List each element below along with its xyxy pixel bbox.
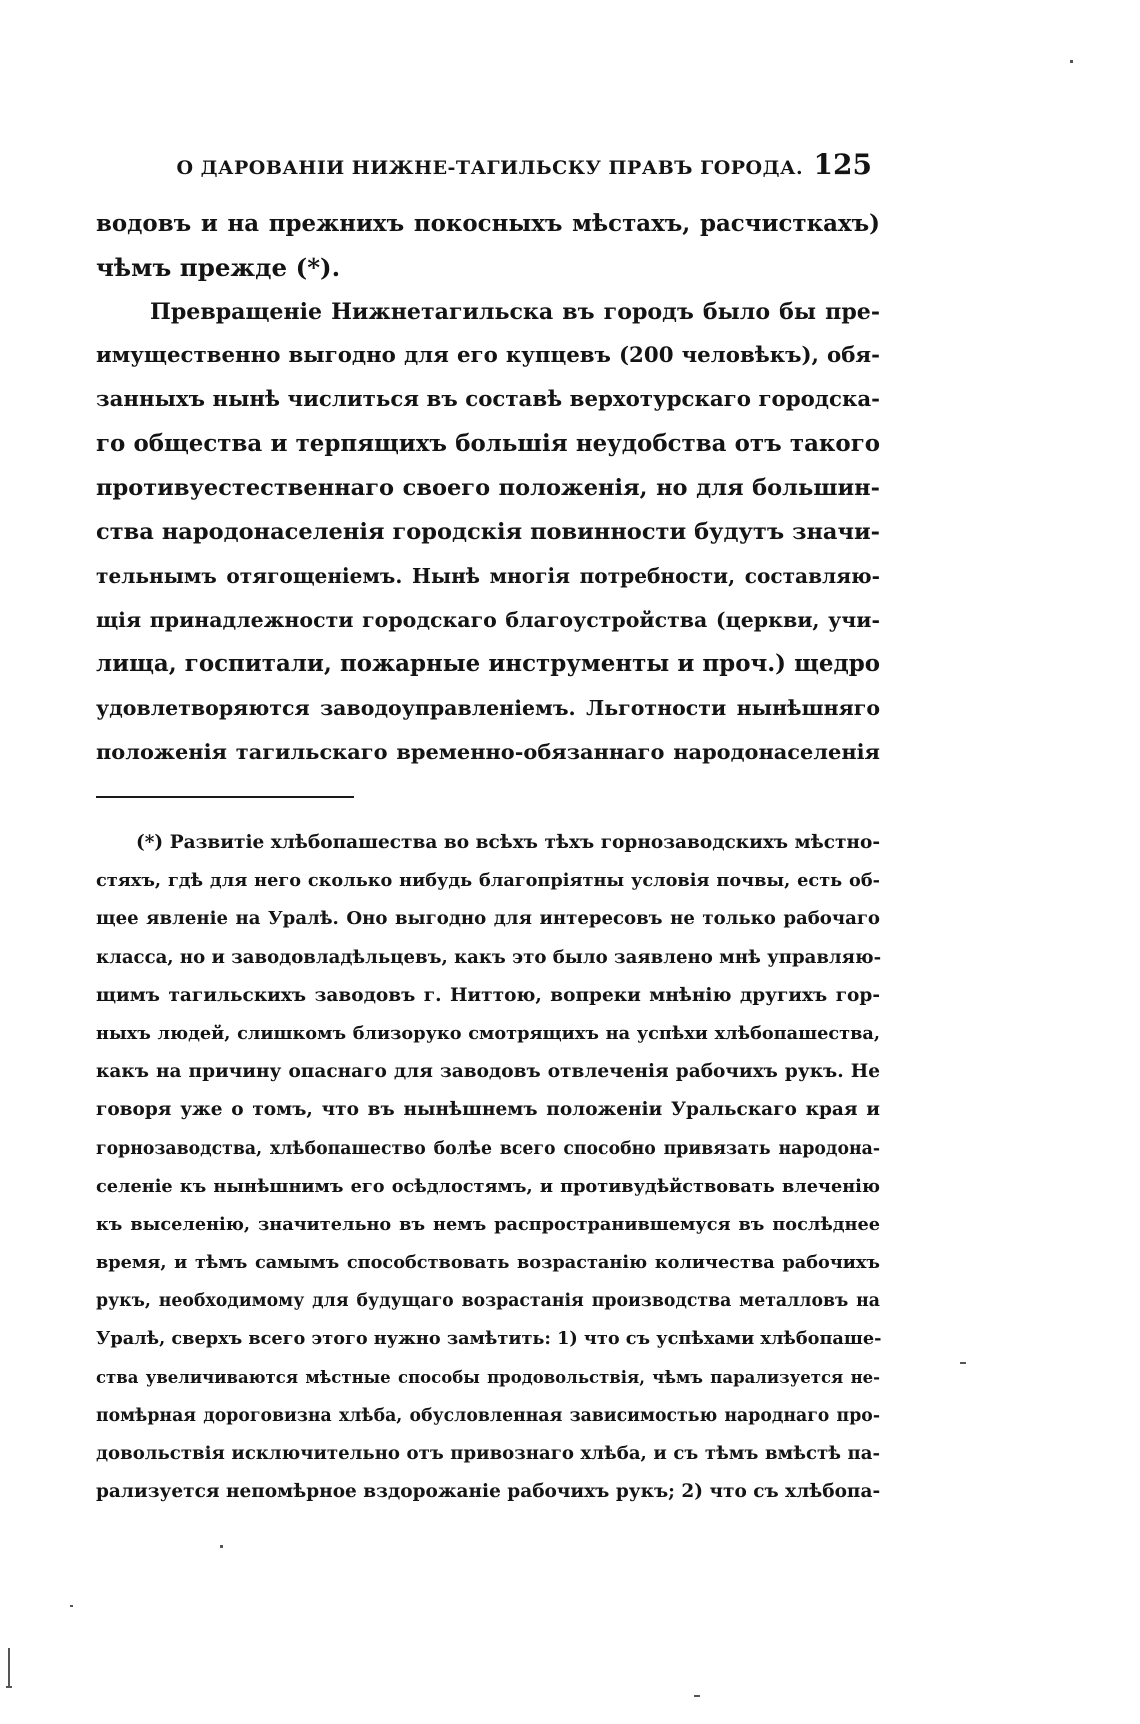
text-line: го общества и терпящихъ большія неудобства отъ такого [96, 430, 880, 457]
scan-speck [694, 1695, 700, 1697]
text-line: имущественно выгодно для его купцевъ (200 человѣкъ), обя- [96, 343, 880, 368]
text-line: Превращеніе Нижнетагильска въ городъ было бы пре- [150, 299, 880, 325]
footnote-line: къ выселенію, значительно въ немъ распространившемуся въ послѣднее [96, 1213, 880, 1235]
text-line: чѣмъ прежде (*). [96, 253, 341, 282]
footnote [96, 824, 880, 1511]
footnote-line: рукъ, необходимому для будущаго возрастанія производства металловъ на [96, 1291, 880, 1312]
footnote-line: горнозаводства, хлѣбопашество болѣе всего способно привязать народона- [96, 1138, 880, 1159]
footnote-line: время, и тѣмъ самымъ способствовать возрастанію количества рабочихъ [96, 1252, 880, 1274]
main-text [96, 202, 880, 774]
text-line: лища, госпитали, пожарные инструменты и проч.) щедро [96, 650, 880, 677]
text-line: тельнымъ отягощеніемъ. Нынѣ многія потребности, составляю- [96, 564, 880, 588]
footnote-line: стяхъ, гдѣ для него сколько нибудь благопріятны условія почвы, есть об- [96, 870, 880, 892]
text-line: ства народонаселенія городскія повинности будутъ значи- [96, 519, 880, 545]
scan-speck [1070, 60, 1073, 63]
scan-speck [8, 1648, 10, 1688]
footnote-line: помѣрная дороговизна хлѣба, обусловленная зависимостью народнаго про- [96, 1405, 880, 1426]
footnote-line: ства увеличиваются мѣстные способы продовольствія, чѣмъ парализуется не- [96, 1367, 880, 1387]
text-line: щія принадлежности городскаго благоустройства (церкви, учи- [96, 608, 880, 632]
footnote-line: (*) Развитіе хлѣбопашества во всѣхъ тѣхъ горнозаводскихъ мѣстно- [136, 832, 880, 853]
footnote-line: щимъ тагильскихъ заводовъ г. Ниттою, вопреки мнѣнію другихъ гор- [96, 984, 880, 1006]
running-head: О ДАРОВАНІИ НИЖНЕ-ТАГИЛЬСКУ ПРАВЪ ГОРОДА. [176, 157, 804, 179]
footnote-divider [96, 796, 354, 798]
text-line: занныхъ нынѣ числиться въ составѣ верхотурскаго городска- [96, 387, 880, 412]
footnote-line: селеніе къ нынѣшнимъ его осѣдлостямъ, и противудѣйствовать влеченію [96, 1175, 880, 1197]
text-line: удовлетворяются заводоуправленіемъ. Льготности нынѣшняго [96, 696, 880, 720]
footnote-line: Уралѣ, сверхъ всего этого нужно замѣтить: 1) что съ успѣхами хлѣбопаше- [96, 1328, 882, 1350]
footnote-line: какъ на причину опаснаго для заводовъ отвлеченія рабочихъ рукъ. Не [96, 1061, 880, 1083]
page-number: 125 [813, 148, 872, 181]
text-line: положенія тагильскаго временно-обязаннаго народонаселенія [96, 739, 880, 764]
page-header [96, 148, 880, 181]
text-line: водовъ и на прежнихъ покосныхъ мѣстахъ, расчисткахъ) [96, 210, 880, 237]
text-line: противуестественнаго своего положенія, но для большин- [96, 475, 880, 501]
footnote-line: класса, но и заводовладѣльцевъ, какъ это было заявлено мнѣ управляю- [96, 946, 882, 968]
footnote-line: щее явленіе на Уралѣ. Оно выгодно для интересовъ не только рабочаго [96, 908, 880, 930]
scan-speck [70, 1605, 73, 1607]
scan-speck [220, 1545, 223, 1548]
scan-speck [6, 1686, 12, 1688]
footnote-line: рализуется непомѣрное вздорожаніе рабочихъ рукъ; 2) что съ хлѣбопа- [96, 1481, 881, 1503]
scan-speck [960, 1362, 966, 1364]
footnote-line: говоря уже о томъ, что въ нынѣшнемъ положеніи Уральскаго края и [96, 1099, 880, 1121]
footnote-line: ныхъ людей, слишкомъ близоруко смотрящихъ на успѣхи хлѣбопашества, [96, 1022, 880, 1044]
footnote-line: довольствія исключительно отъ привознаго хлѣба, и съ тѣмъ вмѣстѣ па- [96, 1443, 880, 1464]
